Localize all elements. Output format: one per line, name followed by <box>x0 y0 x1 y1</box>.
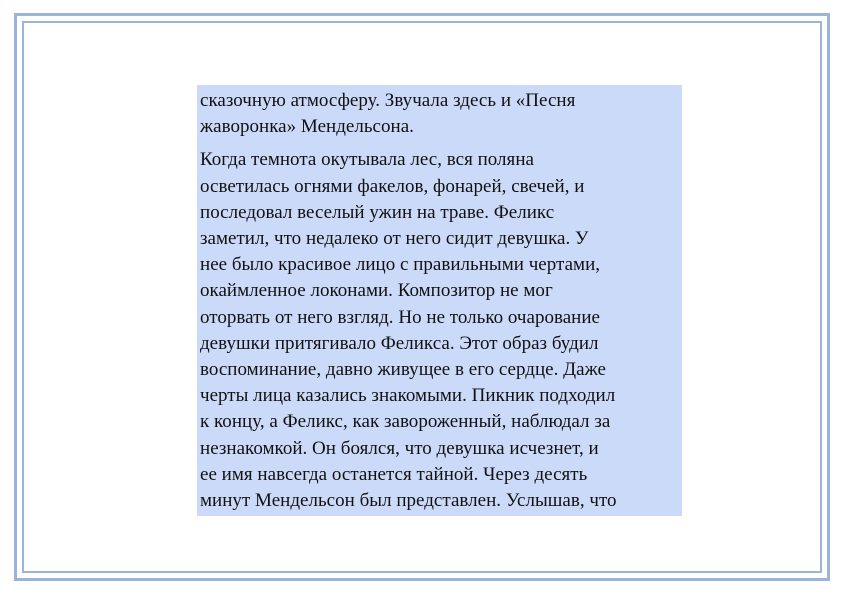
text-line: черты лица казались знакомыми. Пикник подходил <box>200 385 616 407</box>
text-line: незнакомкой. Он боялся, что девушка исчезнет, и <box>200 437 599 459</box>
text-line: осветилась огнями факелов, фонарей, свечей, и <box>200 175 585 197</box>
text-line: ее имя навсегда останется тайной. Через десять <box>200 463 588 485</box>
text-line: сказочную атмосферу. Звучала здесь и «Песня <box>200 90 576 111</box>
text-line: девушки притягивало Феликса. Этот образ будил <box>200 332 599 354</box>
paragraph-2 <box>200 147 678 514</box>
text-line: нее было красивое лицо с правильными чертами, <box>200 254 601 276</box>
text-line: воспоминание, давно живущее в его сердце. Даже <box>200 359 606 381</box>
text-line: последовал веселый ужин на траве. Феликс <box>200 201 555 223</box>
paragraph-1 <box>200 88 678 140</box>
text-block <box>197 85 682 516</box>
text-line: оторвать от него взгляд. Но не только очарование <box>200 306 601 328</box>
text-line: жаворонка» Мендельсона. <box>200 116 414 138</box>
text-line: Когда темнота окутывала лес, вся поляна <box>200 149 534 171</box>
text-line: к концу, а Феликс, как завороженный, наблюдал за <box>200 411 611 433</box>
text-line: окаймленное локонами. Композитор не мог <box>200 280 553 302</box>
text-line: заметил, что недалеко от него сидит девушка. У <box>200 228 589 250</box>
text-line: минут Мендельсон был представлен. Услышав, что <box>200 490 617 512</box>
